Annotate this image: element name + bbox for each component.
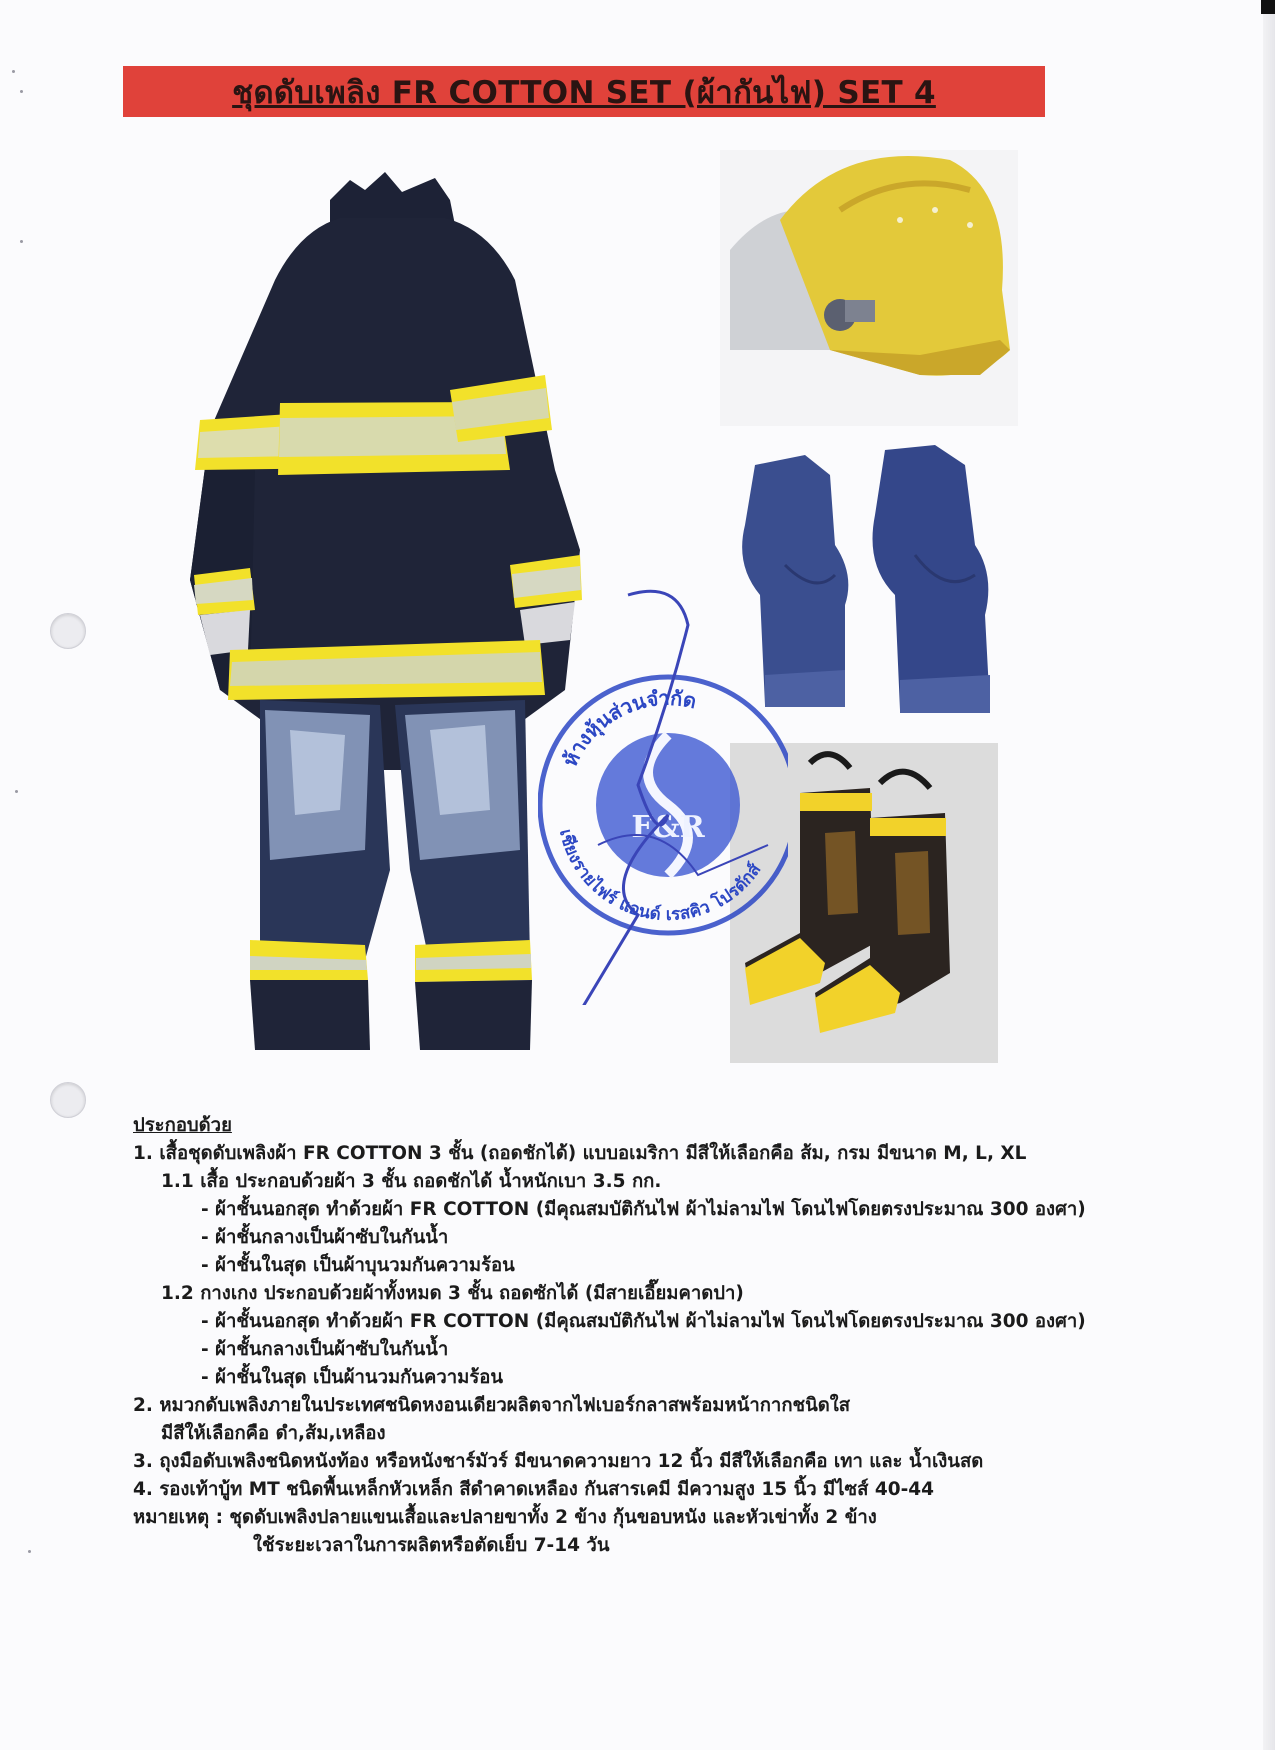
- company-stamp: [538, 585, 788, 1005]
- note-lead-time: ใช้ระยะเวลาในการผลิตหรือตัดเย็บ 7-14 วัน: [253, 1535, 610, 1556]
- stamp-bottom-text: เชียงรายไฟร์ แอนด์ เรสคิว โปรดักส์: [555, 827, 766, 925]
- item-2: 2. หมวกดับเพลิงภายในประเทศชนิดหงอนเดียวผลิตจากไฟเบอร์กลาสพร้อมหน้ากากชนิดใส: [133, 1395, 851, 1416]
- item-1-1-outer: - ผ้าชั้นนอกสุด ทำด้วยผ้า FR COTTON (มีคุณสมบัติกันไฟ ผ้าไม่ลามไฟ โดนไฟโดยตรงประมาณ 300 องศา): [201, 1199, 1086, 1220]
- item-1-1-inner: - ผ้าชั้นในสุด เป็นผ้าบุนวมกันความร้อน: [201, 1255, 515, 1276]
- stamp-top-text: ห้างหุ้นส่วนจำกัด: [557, 685, 699, 771]
- item-1-1: 1.1 เสื้อ ประกอบด้วยผ้า 3 ชั้น ถอดชักได้ น้ำหนักเบา 3.5 กก.: [161, 1171, 662, 1192]
- punch-hole-bottom: [50, 1082, 86, 1118]
- speck: [28, 1550, 31, 1553]
- stamp-logo-text: F&R: [631, 810, 705, 845]
- item-4: 4. รองเท้าบู้ท MT ชนิดพื้นเหล็กหัวเหล็ก สีดำคาดเหลือง กันสารเคมี มีความสูง 15 นิ้ว มีไซส์ 40-44: [133, 1479, 935, 1500]
- page-edge-shadow: [1263, 0, 1275, 1750]
- item-3: 3. ถุงมือดับเพลิงชนิดหนังท้อง หรือหนังชาร์มัวร์ มีขนาดความยาว 12 นิ้ว มีสีให้เลือกคือ เทา และ น้ำเงินสด: [133, 1451, 984, 1472]
- punch-hole-top: [50, 613, 86, 649]
- item-1-1-middle: - ผ้าชั้นกลางเป็นผ้าซับในกันน้ำ: [201, 1227, 449, 1248]
- item-1-2-middle: - ผ้าชั้นกลางเป็นผ้าซับในกันน้ำ: [201, 1339, 449, 1360]
- helmet-image: [720, 150, 1018, 426]
- scan-corner: [1261, 0, 1275, 14]
- speck: [15, 790, 18, 793]
- speck: [12, 70, 15, 73]
- item-1-2: 1.2 กางเกง ประกอบด้วยผ้าทั้งหมด 3 ชั้น ถอดซักได้ (มีสายเอี๊ยมคาดปา): [161, 1283, 744, 1304]
- item-1-2-outer: - ผ้าชั้นนอกสุด ทำด้วยผ้า FR COTTON (มีคุณสมบัติกันไฟ ผ้าไม่ลามไฟ โดนไฟโดยตรงประมาณ 300 องศา): [201, 1311, 1086, 1332]
- note: หมายเหตุ : ชุดดับเพลิงปลายแขนเสื้อและปลายขาทั้ง 2 ข้าง กุ้นขอบหนัง และหัวเข่าทั้ง 2 ข้าง: [133, 1507, 877, 1528]
- speck: [20, 90, 23, 93]
- description-heading: ประกอบด้วย: [133, 1115, 232, 1136]
- item-1: 1. เสื้อชุดดับเพลิงผ้า FR COTTON 3 ชั้น (ถอดชักได้) แบบอเมริกา มีสีให้เลือกคือ ส้ม, กรม มีขนาด M, L, XL: [133, 1143, 1027, 1164]
- speck: [20, 240, 23, 243]
- title-banner: [123, 66, 1045, 117]
- page-title: ชุดดับเพลิง FR COTTON SET (ผ้ากันไฟ) SET 4: [232, 74, 936, 111]
- item-2-colors: มีสีให้เลือกคือ ดำ,ส้ม,เหลือง: [161, 1423, 386, 1444]
- item-1-2-inner: - ผ้าชั้นในสุด เป็นผ้านวมกันความร้อน: [201, 1367, 504, 1388]
